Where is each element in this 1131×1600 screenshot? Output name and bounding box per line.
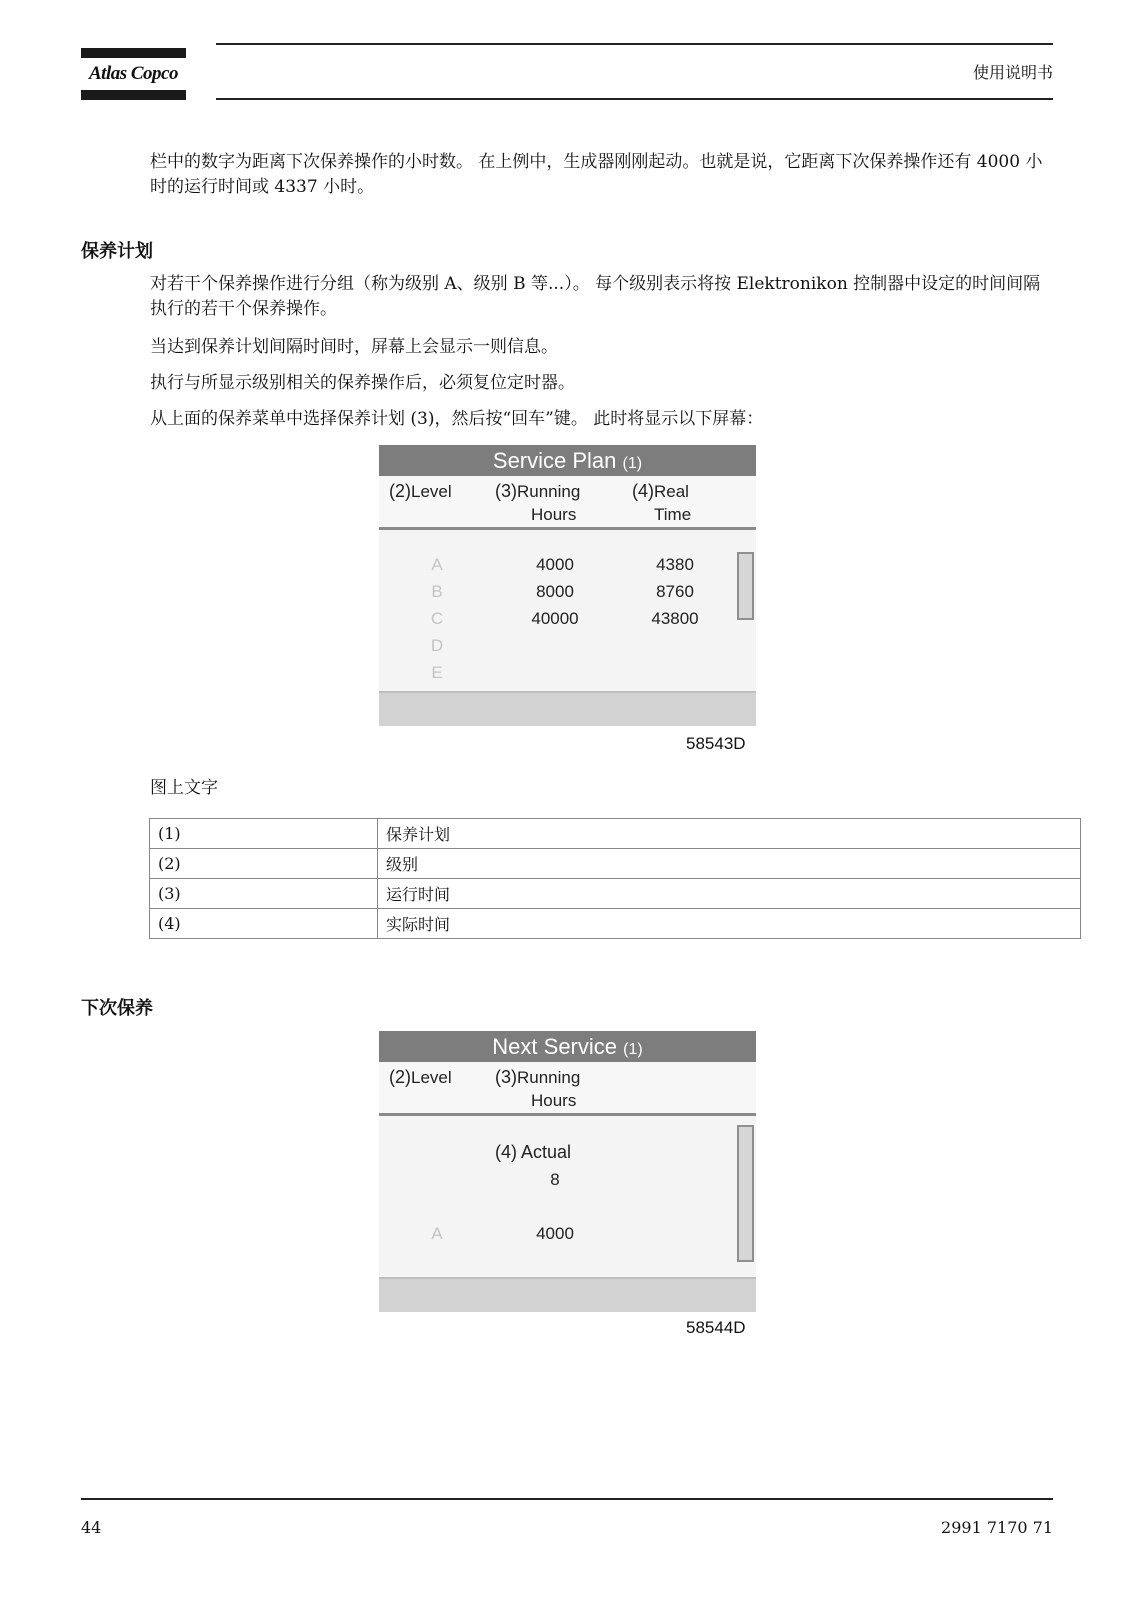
figure-id: 58544D — [686, 1318, 746, 1337]
next-service-screen — [379, 1031, 756, 1312]
screen-title-bar — [379, 1031, 756, 1062]
logo-text: Atlas Copco — [89, 63, 178, 84]
paragraph-2: 当达到保养计划间隔时间时，屏幕上会显示一则信息。 — [150, 337, 558, 357]
table-row — [150, 909, 1081, 939]
screen-title-bar — [379, 445, 756, 476]
col-running-hours-line2: Hours — [531, 1091, 577, 1110]
legend-value: 级别 — [378, 849, 1081, 879]
running-hours-cell: 4000 — [536, 555, 574, 574]
actual-label: (4) Actual — [495, 1142, 572, 1162]
level-cell: B — [431, 582, 443, 601]
logo-bar-bottom — [81, 90, 186, 100]
col-running-hours: (3)Running — [495, 481, 581, 501]
col-level: (2)Level — [389, 481, 452, 501]
level-cell: E — [431, 663, 443, 682]
screen-footer-bar — [379, 1277, 756, 1312]
intro-paragraph: 栏中的数字为距离下次保养操作的小时数。 在上例中，生成器刚刚起动。也就是说，它距离下次保养操作还有 4000 小时的运行时间或 4337 小时。 — [150, 152, 1043, 197]
logo-bar-top — [81, 48, 186, 58]
level-cell: A — [431, 555, 443, 574]
atlas-copco-logo — [81, 48, 186, 100]
figure-id: 58543D — [686, 734, 746, 753]
actual-value: 8 — [550, 1170, 560, 1189]
real-time-cell: 43800 — [651, 609, 699, 628]
column-header — [379, 476, 756, 530]
table-row — [150, 849, 1081, 879]
running-hours-cell: 40000 — [531, 609, 579, 628]
paragraph-4: 从上面的保养菜单中选择保养计划 (3)，然后按“回车”键。 此时将显示以下屏幕： — [150, 409, 764, 429]
document-number: 2991 7170 71 — [941, 1518, 1053, 1537]
paragraph-1: 对若干个保养操作进行分组（称为级别 A、级别 B 等...）。 每个级别表示将按 Elektronikon 控制器中设定的时间间隔执行的若干个保养操作。 — [150, 274, 1041, 319]
real-time-cell: 4380 — [656, 555, 694, 574]
table-row — [150, 819, 1081, 849]
real-time-cell: 8760 — [656, 582, 694, 601]
screen-body — [379, 530, 756, 691]
screen-title-callout: (1) — [622, 455, 643, 472]
legend-key: (2) — [150, 849, 378, 879]
col-running-hours-line2: Hours — [531, 505, 577, 524]
legend-table — [149, 818, 1081, 939]
header-rule-top — [216, 43, 1053, 45]
scrollbar[interactable] — [737, 1125, 754, 1262]
header-rule-bottom — [216, 98, 1053, 100]
section-heading-service-plan: 保养计划 — [81, 241, 153, 262]
scrollbar[interactable] — [737, 552, 754, 620]
level-cell: D — [430, 636, 444, 655]
level-cell: C — [430, 609, 444, 628]
col-level: (2)Level — [389, 1067, 452, 1087]
document-type: 使用说明书 — [972, 63, 1053, 82]
running-hours-cell: 8000 — [536, 582, 574, 601]
legend-value: 运行时间 — [378, 879, 1081, 909]
legend-key: (1) — [150, 819, 378, 849]
legend-title: 图上文字 — [150, 778, 218, 798]
col-running-hours: (3)Running — [495, 1067, 581, 1087]
section-heading-next-service: 下次保养 — [81, 998, 153, 1019]
page-number: 44 — [81, 1518, 102, 1537]
legend-key: (4) — [150, 909, 378, 939]
running-hours-cell: 4000 — [536, 1224, 574, 1243]
screen-title-callout: (1) — [623, 1041, 643, 1058]
screen-title: Service Plan — [492, 448, 617, 473]
legend-value: 实际时间 — [378, 909, 1081, 939]
screen-footer-bar — [379, 691, 756, 726]
legend-value: 保养计划 — [378, 819, 1081, 849]
paragraph-3: 执行与所显示级别相关的保养操作后，必须复位定时器。 — [150, 373, 575, 393]
legend-key: (3) — [150, 879, 378, 909]
col-real-time-line2: Time — [654, 505, 692, 524]
column-header — [379, 1062, 756, 1116]
screen-title: Next Service — [492, 1034, 618, 1059]
screen-body — [379, 1116, 756, 1277]
col-real-time: (4)Real — [632, 481, 689, 501]
service-plan-screen — [379, 445, 756, 726]
footer-rule — [81, 1498, 1053, 1500]
level-cell: A — [431, 1224, 443, 1243]
table-row — [150, 879, 1081, 909]
